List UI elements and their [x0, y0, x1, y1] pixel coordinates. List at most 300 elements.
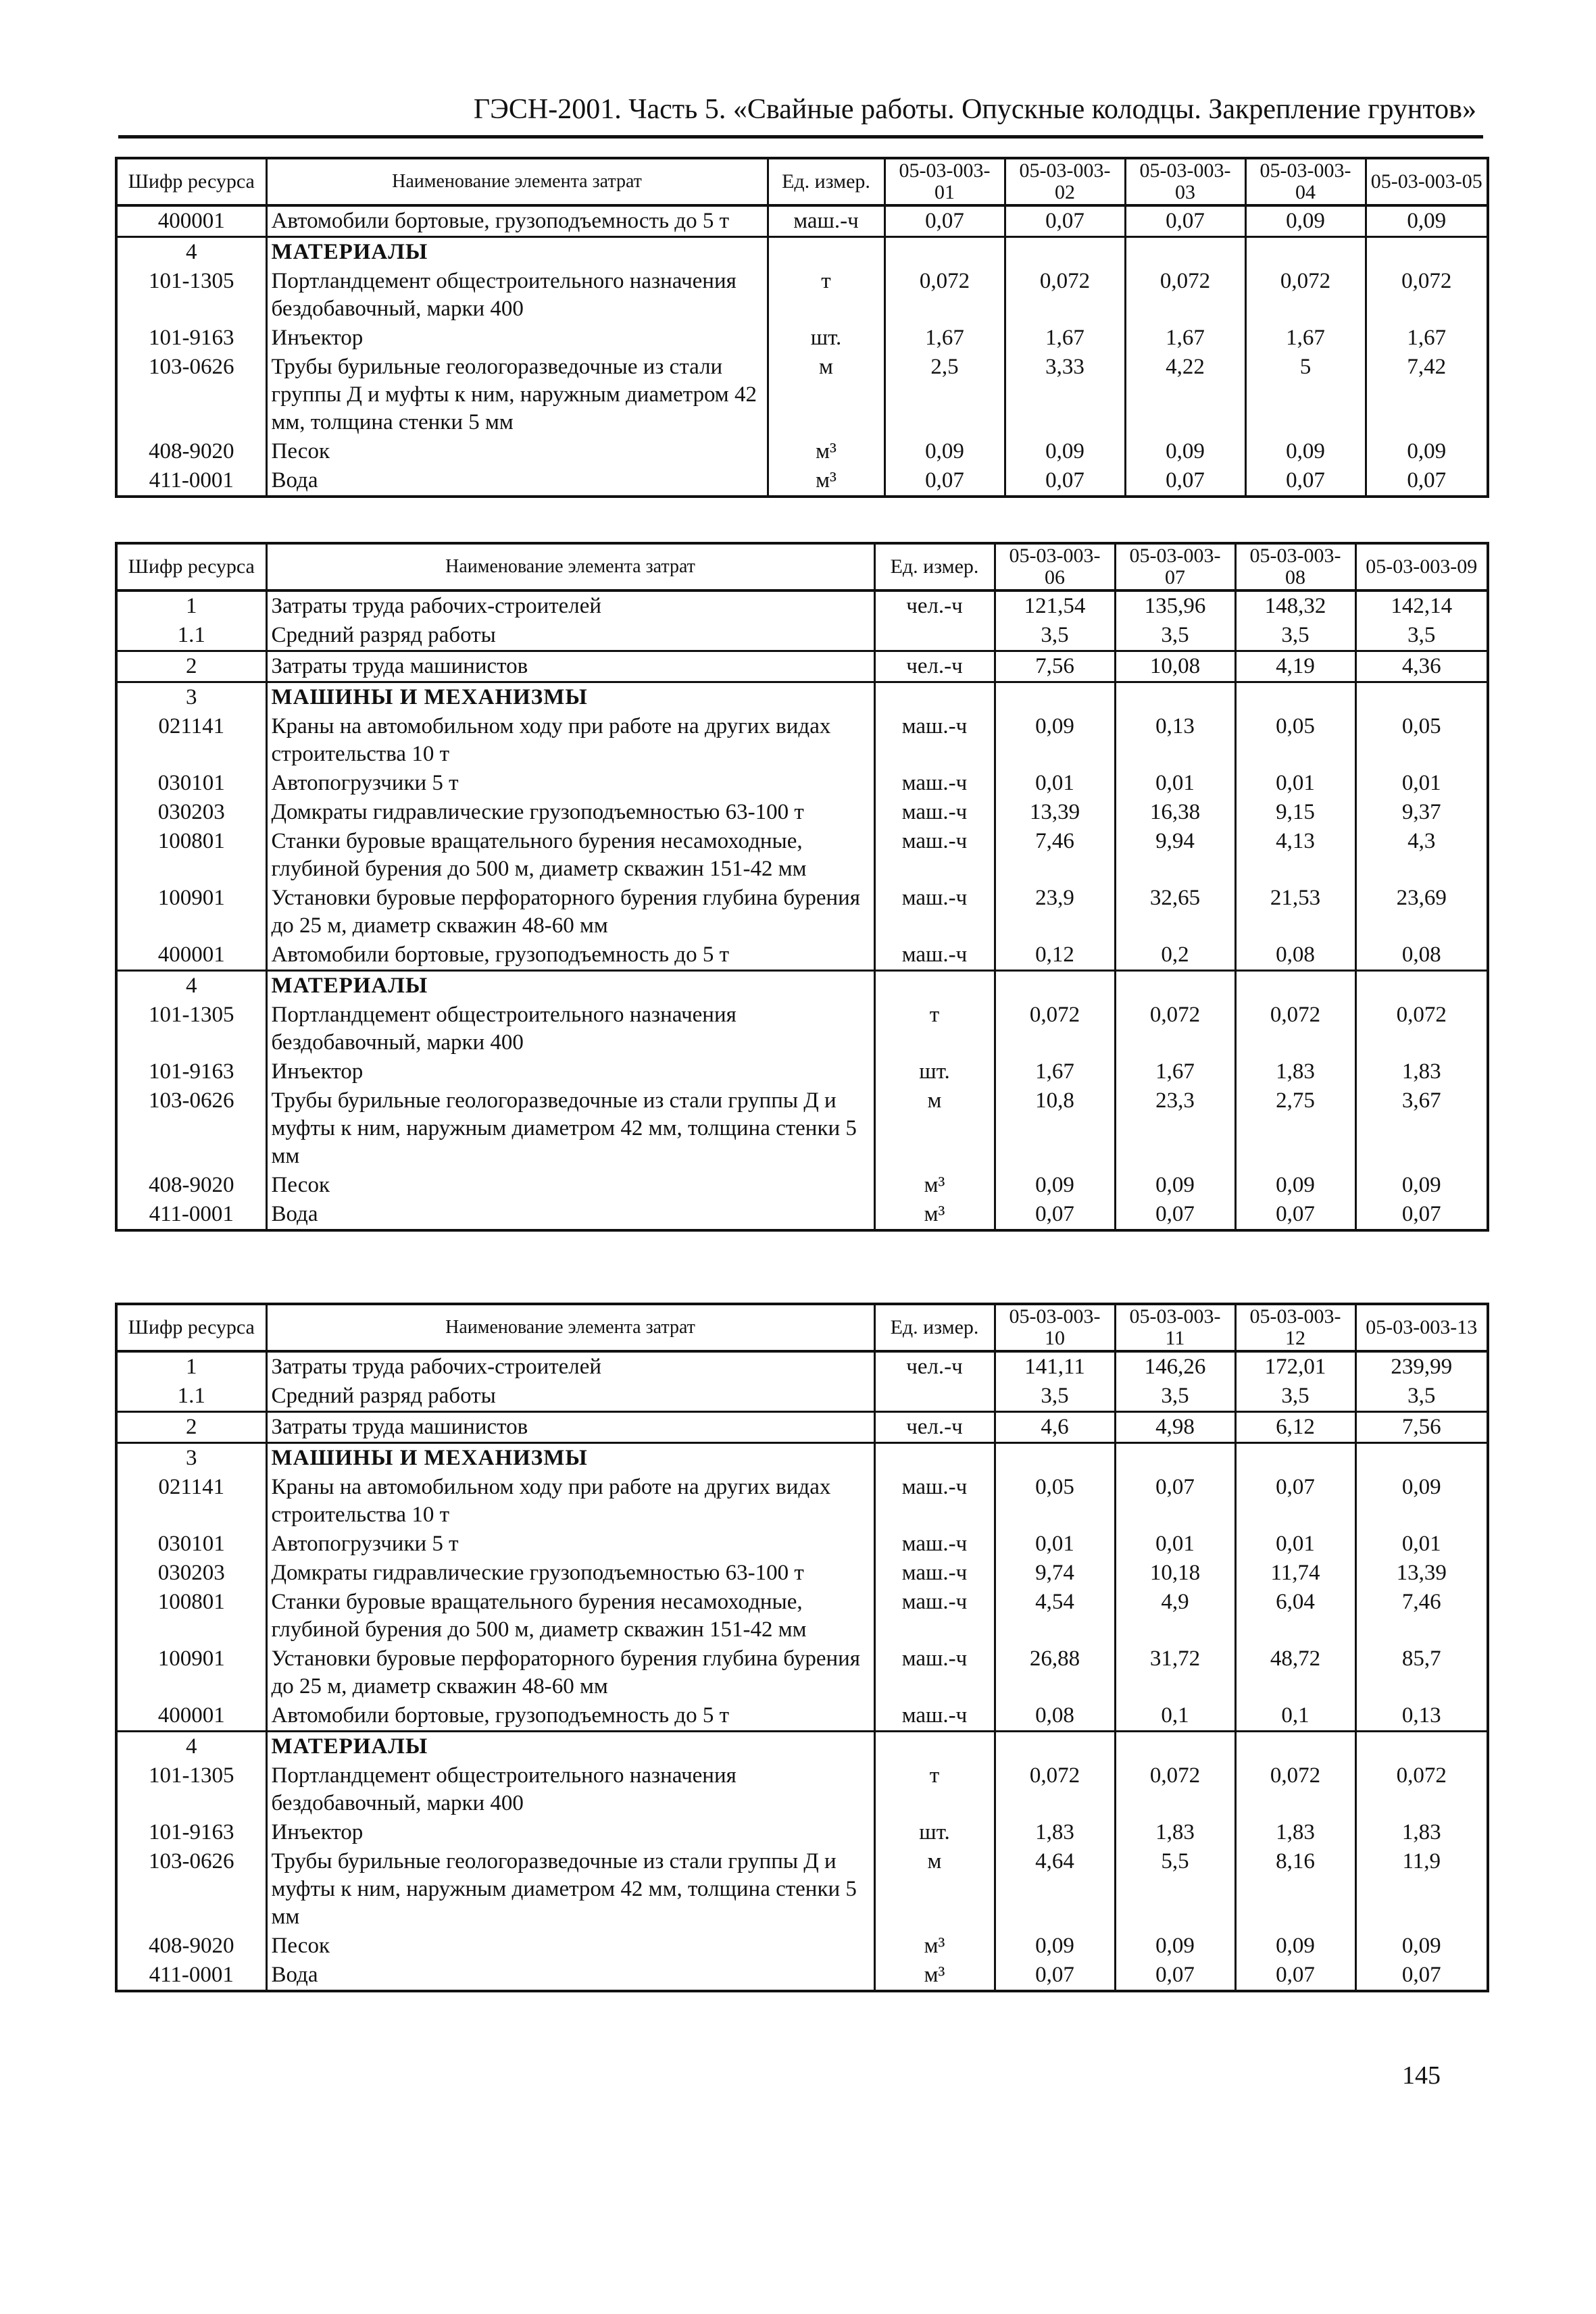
resource-value: 0,09 [1005, 437, 1125, 466]
resource-unit: шт. [874, 1818, 995, 1847]
resource-name: Краны на автомобильном ходу при работе на других видах строительства 10 т [266, 712, 874, 769]
table-row [116, 1382, 1488, 1412]
resource-value: 148,32 [1235, 590, 1355, 621]
resource-unit: шт. [874, 1057, 995, 1086]
resource-value: 0,01 [1355, 769, 1488, 798]
table-row [116, 884, 1488, 940]
resource-code: 1.1 [116, 1382, 266, 1412]
resource-value [1235, 1732, 1355, 1762]
resource-unit [874, 1443, 995, 1474]
resource-value: 0,13 [1355, 1701, 1488, 1732]
resource-value: 9,37 [1355, 798, 1488, 827]
resource-value: 4,13 [1235, 827, 1355, 884]
resource-value: 0,09 [884, 437, 1005, 466]
header-column-code: 05-03-003-13 [1355, 1304, 1488, 1351]
table-row [116, 237, 1488, 268]
resource-unit: м³ [874, 1961, 995, 1991]
resource-name: Песок [266, 1171, 874, 1200]
resource-code: 408-9020 [116, 1932, 266, 1961]
resource-value: 141,11 [995, 1351, 1115, 1382]
header-column-code: 05-03-003-06 [995, 543, 1115, 590]
resource-name: МАШИНЫ И МЕХАНИЗМЫ [266, 682, 874, 713]
resource-value: 23,9 [995, 884, 1115, 940]
resource-name: Затраты труда машинистов [266, 651, 874, 682]
header-column-code: 05-03-003-07 [1115, 543, 1235, 590]
resource-unit [874, 682, 995, 713]
resource-value: 23,3 [1115, 1086, 1235, 1171]
resource-value: 0,072 [884, 267, 1005, 324]
resource-value [1355, 971, 1488, 1001]
resource-value: 5 [1245, 353, 1366, 437]
resource-name: Домкраты гидравлические грузоподъемностью 63-100 т [266, 798, 874, 827]
resource-value: 0,01 [1235, 769, 1355, 798]
header-name: Наименование элемента затрат [266, 158, 768, 205]
resource-code: 021141 [116, 712, 266, 769]
resource-value [1355, 1443, 1488, 1474]
resource-unit: маш.-ч [874, 1701, 995, 1732]
table-row [116, 621, 1488, 651]
resource-value: 0,072 [1355, 1761, 1488, 1818]
resource-unit: м [874, 1847, 995, 1932]
resource-value: 13,39 [1355, 1559, 1488, 1588]
resource-value: 3,5 [995, 621, 1115, 651]
resource-value: 146,26 [1115, 1351, 1235, 1382]
resource-name: Затраты труда рабочих-строителей [266, 1351, 874, 1382]
resource-value: 0,072 [1125, 267, 1245, 324]
resource-code: 103-0626 [116, 353, 266, 437]
resource-name: Портландцемент общестроительного назначения бездобавочный, марки 400 [266, 267, 768, 324]
table-row [116, 1473, 1488, 1530]
resource-value: 23,69 [1355, 884, 1488, 940]
resource-code: 021141 [116, 1473, 266, 1530]
resource-unit: маш.-ч [768, 205, 884, 237]
header-column-code: 05-03-003-05 [1366, 158, 1488, 205]
resource-value: 0,07 [884, 466, 1005, 497]
resource-unit: м³ [874, 1932, 995, 1961]
resource-unit: т [768, 267, 884, 324]
resource-name: Автомобили бортовые, грузоподъемность до 5 т [266, 205, 768, 237]
resource-value: 4,98 [1115, 1412, 1235, 1443]
table-row [116, 324, 1488, 353]
resource-code: 030203 [116, 1559, 266, 1588]
resource-name: Затраты труда рабочих-строителей [266, 590, 874, 621]
resource-value: 0,072 [1115, 1761, 1235, 1818]
resource-value: 31,72 [1115, 1644, 1235, 1701]
table-row [116, 1200, 1488, 1230]
resource-value: 0,09 [995, 1171, 1115, 1200]
resource-value: 4,6 [995, 1412, 1115, 1443]
resource-value: 1,67 [1245, 324, 1366, 353]
resource-value: 0,09 [1366, 437, 1488, 466]
resource-value: 8,16 [1235, 1847, 1355, 1932]
resource-value: 10,8 [995, 1086, 1115, 1171]
table-row [116, 1530, 1488, 1559]
resource-value [1115, 682, 1235, 713]
resource-code: 2 [116, 651, 266, 682]
resource-value: 0,09 [1115, 1171, 1235, 1200]
resource-value: 10,08 [1115, 651, 1235, 682]
header-column-code: 05-03-003-03 [1125, 158, 1245, 205]
resource-value: 0,09 [1245, 205, 1366, 237]
resource-value: 2,75 [1235, 1086, 1355, 1171]
resource-value: 142,14 [1355, 590, 1488, 621]
resource-unit: чел.-ч [874, 651, 995, 682]
resource-unit: маш.-ч [874, 798, 995, 827]
resource-code: 411-0001 [116, 1200, 266, 1230]
header-column-code: 05-03-003-02 [1005, 158, 1125, 205]
header-column-code: 05-03-003-09 [1355, 543, 1488, 590]
resource-value: 0,072 [995, 1001, 1115, 1057]
resource-code: 100901 [116, 1644, 266, 1701]
resource-value: 0,09 [1115, 1932, 1235, 1961]
resource-unit: маш.-ч [874, 884, 995, 940]
table-row [116, 1847, 1488, 1932]
table-row [116, 1001, 1488, 1057]
resource-name: Инъектор [266, 1818, 874, 1847]
table-header-row [116, 158, 1488, 205]
resource-code: 030101 [116, 1530, 266, 1559]
header-unit: Ед. измер. [874, 543, 995, 590]
resource-value: 9,94 [1115, 827, 1235, 884]
resource-name: Вода [266, 466, 768, 497]
resource-unit: маш.-ч [874, 827, 995, 884]
resource-value: 3,5 [1355, 1382, 1488, 1412]
resource-value: 26,88 [995, 1644, 1115, 1701]
table-row [116, 651, 1488, 682]
header-unit: Ед. измер. [768, 158, 884, 205]
resource-value: 0,072 [1005, 267, 1125, 324]
resource-value: 0,09 [1355, 1473, 1488, 1530]
resource-name: Трубы бурильные геологоразведочные из стали группы Д и муфты к ним, наружным диаметром 42 мм, толщина стенки 5 мм [266, 1847, 874, 1932]
resource-value: 0,072 [1355, 1001, 1488, 1057]
resource-code: 411-0001 [116, 1961, 266, 1991]
resource-value: 0,09 [995, 1932, 1115, 1961]
resource-value: 0,07 [1366, 466, 1488, 497]
resource-code: 103-0626 [116, 1086, 266, 1171]
resource-value: 1,83 [1115, 1818, 1235, 1847]
resource-code: 411-0001 [116, 466, 266, 497]
resource-value [995, 682, 1115, 713]
resource-value: 3,5 [995, 1382, 1115, 1412]
resource-value [995, 971, 1115, 1001]
table-row [116, 827, 1488, 884]
resource-value [1235, 1443, 1355, 1474]
resource-value: 0,07 [1115, 1961, 1235, 1991]
resource-code: 4 [116, 1732, 266, 1762]
resource-value [1355, 682, 1488, 713]
resource-value: 3,5 [1235, 1382, 1355, 1412]
resource-name: Инъектор [266, 1057, 874, 1086]
resource-unit: м [874, 1086, 995, 1171]
resource-value: 4,36 [1355, 651, 1488, 682]
resource-name: Автомобили бортовые, грузоподъемность до 5 т [266, 1701, 874, 1732]
header-column-code: 05-03-003-12 [1235, 1304, 1355, 1351]
resource-unit: чел.-ч [874, 590, 995, 621]
resource-table-2 [115, 542, 1489, 1232]
resource-value: 0,2 [1115, 940, 1235, 971]
resource-value: 0,07 [1355, 1200, 1488, 1230]
resource-unit [874, 621, 995, 651]
resource-unit: маш.-ч [874, 712, 995, 769]
table-row [116, 1818, 1488, 1847]
resource-value: 0,1 [1115, 1701, 1235, 1732]
table-row [116, 1732, 1488, 1762]
resource-value [995, 1443, 1115, 1474]
resource-unit: чел.-ч [874, 1351, 995, 1382]
table-row [116, 1644, 1488, 1701]
resource-value: 85,7 [1355, 1644, 1488, 1701]
resource-value: 16,38 [1115, 798, 1235, 827]
resource-value [1115, 1732, 1235, 1762]
resource-value: 0,12 [995, 940, 1115, 971]
table-row [116, 1057, 1488, 1086]
resource-name: Домкраты гидравлические грузоподъемностью 63-100 т [266, 1559, 874, 1588]
resource-value: 4,3 [1355, 827, 1488, 884]
resource-value: 1,83 [1355, 1818, 1488, 1847]
resource-value: 0,07 [1235, 1961, 1355, 1991]
table-row [116, 798, 1488, 827]
table-row [116, 1932, 1488, 1961]
resource-value: 0,07 [1125, 205, 1245, 237]
resource-unit: т [874, 1761, 995, 1818]
resource-name: Автомобили бортовые, грузоподъемность до 5 т [266, 940, 874, 971]
resource-value: 0,08 [995, 1701, 1115, 1732]
resource-value: 2,5 [884, 353, 1005, 437]
resource-value: 0,09 [1366, 205, 1488, 237]
resource-value: 4,54 [995, 1588, 1115, 1644]
resource-value: 0,07 [995, 1961, 1115, 1991]
table-row [116, 205, 1488, 237]
resource-code: 101-1305 [116, 267, 266, 324]
resource-name: Вода [266, 1200, 874, 1230]
resource-unit: маш.-ч [874, 940, 995, 971]
resource-value: 1,83 [1235, 1818, 1355, 1847]
resource-value: 0,072 [1245, 267, 1366, 324]
resource-name: Краны на автомобильном ходу при работе на других видах строительства 10 т [266, 1473, 874, 1530]
header-column-code: 05-03-003-04 [1245, 158, 1366, 205]
resource-code: 103-0626 [116, 1847, 266, 1932]
resource-value: 7,56 [1355, 1412, 1488, 1443]
table-row [116, 1171, 1488, 1200]
resource-value [1005, 237, 1125, 268]
resource-value: 135,96 [1115, 590, 1235, 621]
resource-value: 0,1 [1235, 1701, 1355, 1732]
table-row [116, 590, 1488, 621]
resource-value: 0,07 [995, 1200, 1115, 1230]
resource-value: 239,99 [1355, 1351, 1488, 1382]
resource-code: 1.1 [116, 621, 266, 651]
table-row [116, 1086, 1488, 1171]
resource-name: Средний разряд работы [266, 621, 874, 651]
resource-value: 0,05 [1235, 712, 1355, 769]
resource-value: 5,5 [1115, 1847, 1235, 1932]
resource-value: 9,15 [1235, 798, 1355, 827]
resource-value: 3,33 [1005, 353, 1125, 437]
resource-code: 101-9163 [116, 324, 266, 353]
resource-value: 1,83 [1355, 1057, 1488, 1086]
resource-value [995, 1732, 1115, 1762]
resource-value: 0,072 [1235, 1761, 1355, 1818]
resource-unit: маш.-ч [874, 1530, 995, 1559]
resource-name: Установки буровые перфораторного бурения глубина бурения до 25 м, диаметр скважин 48-60 мм [266, 1644, 874, 1701]
resource-name: МАШИНЫ И МЕХАНИЗМЫ [266, 1443, 874, 1474]
table-row [116, 267, 1488, 324]
resource-unit [768, 237, 884, 268]
header-name: Наименование элемента затрат [266, 543, 874, 590]
resource-value: 0,07 [1115, 1473, 1235, 1530]
table-row [116, 1961, 1488, 1991]
table-header-row [116, 1304, 1488, 1351]
resource-value: 13,39 [995, 798, 1115, 827]
table-row [116, 769, 1488, 798]
table-row [116, 437, 1488, 466]
resource-value [1115, 971, 1235, 1001]
header-code: Шифр ресурса [116, 543, 266, 590]
table-row [116, 940, 1488, 971]
resource-value: 0,09 [1355, 1932, 1488, 1961]
resource-unit: маш.-ч [874, 1644, 995, 1701]
resource-value: 0,07 [1005, 205, 1125, 237]
resource-value: 0,05 [1355, 712, 1488, 769]
resource-name: Песок [266, 1932, 874, 1961]
resource-value: 3,5 [1235, 621, 1355, 651]
resource-table-3 [115, 1303, 1489, 1992]
resource-value: 4,64 [995, 1847, 1115, 1932]
header-column-code: 05-03-003-11 [1115, 1304, 1235, 1351]
resource-value: 0,01 [1115, 769, 1235, 798]
resource-value: 4,19 [1235, 651, 1355, 682]
resource-value [1366, 237, 1488, 268]
resource-value [1355, 1732, 1488, 1762]
table-row [116, 466, 1488, 497]
resource-value: 48,72 [1235, 1644, 1355, 1701]
table-row [116, 1559, 1488, 1588]
page-number: 145 [1402, 2061, 1441, 2090]
resource-value: 7,42 [1366, 353, 1488, 437]
resource-unit: шт. [768, 324, 884, 353]
resource-name: МАТЕРИАЛЫ [266, 1732, 874, 1762]
resource-value: 0,07 [1235, 1473, 1355, 1530]
resource-unit: м³ [874, 1200, 995, 1230]
table-row [116, 1588, 1488, 1644]
table-row [116, 1701, 1488, 1732]
header-column-code: 05-03-003-08 [1235, 543, 1355, 590]
resource-unit [874, 971, 995, 1001]
header-column-code: 05-03-003-01 [884, 158, 1005, 205]
resource-value: 10,18 [1115, 1559, 1235, 1588]
resource-value [1125, 237, 1245, 268]
resource-value: 0,01 [1115, 1530, 1235, 1559]
table-row [116, 1412, 1488, 1443]
resource-unit: маш.-ч [874, 769, 995, 798]
resource-value: 0,07 [1005, 466, 1125, 497]
resource-value: 0,01 [995, 769, 1115, 798]
table-row [116, 971, 1488, 1001]
resource-unit: м³ [768, 466, 884, 497]
resource-unit: м³ [768, 437, 884, 466]
resource-value: 1,67 [1366, 324, 1488, 353]
resource-value [1235, 971, 1355, 1001]
resource-code: 030203 [116, 798, 266, 827]
resource-value: 0,072 [1366, 267, 1488, 324]
resource-unit: маш.-ч [874, 1473, 995, 1530]
table-row [116, 682, 1488, 713]
resource-code: 3 [116, 1443, 266, 1474]
resource-name: Средний разряд работы [266, 1382, 874, 1412]
resource-value: 0,01 [1235, 1530, 1355, 1559]
resource-code: 408-9020 [116, 1171, 266, 1200]
resource-value: 32,65 [1115, 884, 1235, 940]
resource-code: 101-1305 [116, 1001, 266, 1057]
resource-code: 4 [116, 237, 266, 268]
resource-name: МАТЕРИАЛЫ [266, 237, 768, 268]
resource-value: 0,07 [1355, 1961, 1488, 1991]
resource-value: 3,5 [1355, 621, 1488, 651]
resource-value: 172,01 [1235, 1351, 1355, 1382]
resource-value: 0,05 [995, 1473, 1115, 1530]
table-row [116, 1761, 1488, 1818]
resource-value: 0,07 [1235, 1200, 1355, 1230]
resource-value: 7,56 [995, 651, 1115, 682]
resource-value [1115, 1443, 1235, 1474]
table-header-row [116, 543, 1488, 590]
header-code: Шифр ресурса [116, 158, 266, 205]
resource-name: Песок [266, 437, 768, 466]
resource-value: 7,46 [995, 827, 1115, 884]
resource-value: 0,072 [1115, 1001, 1235, 1057]
resource-value: 1,67 [1115, 1057, 1235, 1086]
resource-value: 3,5 [1115, 621, 1235, 651]
resource-name: Станки буровые вращательного бурения несамоходные, глубиной бурения до 500 м, диаметр скважин 151-42 мм [266, 1588, 874, 1644]
resource-unit [874, 1732, 995, 1762]
resource-name: Станки буровые вращательного бурения несамоходные, глубиной бурения до 500 м, диаметр скважин 151-42 мм [266, 827, 874, 884]
resource-code: 2 [116, 1412, 266, 1443]
header-unit: Ед. измер. [874, 1304, 995, 1351]
resource-value: 0,09 [1235, 1171, 1355, 1200]
resource-value: 1,83 [1235, 1057, 1355, 1086]
resource-name: Автопогрузчики 5 т [266, 769, 874, 798]
resource-value: 1,67 [1125, 324, 1245, 353]
resource-unit: м³ [874, 1171, 995, 1200]
table-row [116, 1443, 1488, 1474]
resource-unit: м [768, 353, 884, 437]
resource-name: Трубы бурильные геологоразведочные из стали группы Д и муфты к ним, наружным диаметром 42 мм, толщина стенки 5 мм [266, 353, 768, 437]
resource-code: 3 [116, 682, 266, 713]
resource-value: 0,01 [1355, 1530, 1488, 1559]
resource-code: 1 [116, 1351, 266, 1382]
resource-code: 400001 [116, 940, 266, 971]
resource-name: Портландцемент общестроительного назначения бездобавочный, марки 400 [266, 1761, 874, 1818]
resource-name: МАТЕРИАЛЫ [266, 971, 874, 1001]
resource-code: 100901 [116, 884, 266, 940]
resource-value: 0,07 [884, 205, 1005, 237]
resource-unit: маш.-ч [874, 1588, 995, 1644]
resource-value: 3,67 [1355, 1086, 1488, 1171]
resource-value: 0,072 [1235, 1001, 1355, 1057]
resource-code: 101-9163 [116, 1818, 266, 1847]
resource-name: Установки буровые перфораторного бурения глубина бурения до 25 м, диаметр скважин 48-60 мм [266, 884, 874, 940]
resource-value [884, 237, 1005, 268]
resource-code: 100801 [116, 827, 266, 884]
table-row [116, 712, 1488, 769]
resource-value: 0,01 [995, 1530, 1115, 1559]
resource-value: 4,9 [1115, 1588, 1235, 1644]
resource-name: Вода [266, 1961, 874, 1991]
page-header: ГЭСН-2001. Часть 5. «Свайные работы. Опускные колодцы. Закрепление грунтов» [473, 94, 1476, 125]
resource-value: 0,07 [1125, 466, 1245, 497]
resource-value: 0,09 [1245, 437, 1366, 466]
resource-table-1 [115, 157, 1489, 498]
